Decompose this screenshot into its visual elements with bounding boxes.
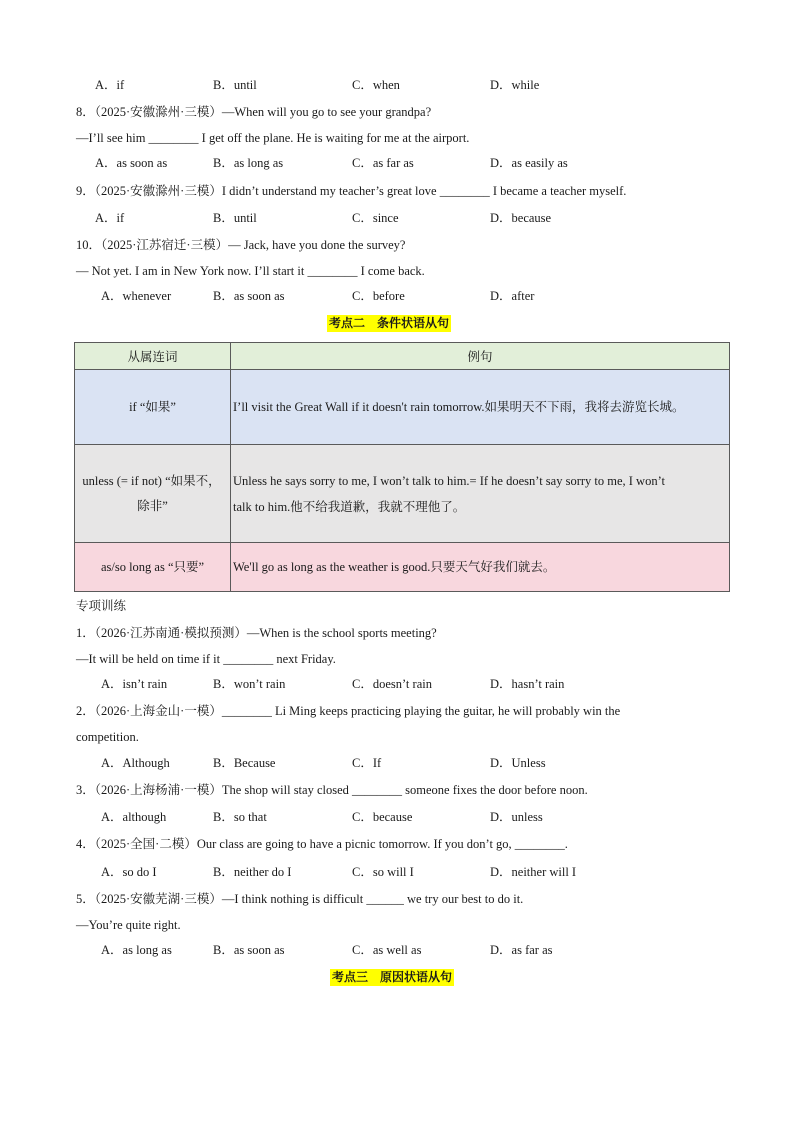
table-header: 例句 <box>231 343 730 370</box>
p5-options <box>101 942 721 958</box>
section-title: 考点三 原因状语从句 <box>332 970 453 984</box>
option-d: D．while <box>490 78 540 92</box>
question-stem: 8．（2025·安徽滁州·三模）—When will you go to see your grandpa? <box>76 105 432 119</box>
option-a: A．so do I <box>101 865 157 879</box>
conjunction-text: 除非” <box>137 498 168 513</box>
p1-options <box>101 676 721 692</box>
conjunction-cell <box>75 370 231 445</box>
option-c: C．as well as <box>352 943 422 957</box>
option-d: D．hasn’t rain <box>490 677 565 691</box>
conjunction-text: unless (= if not) “如果不， <box>82 473 221 488</box>
q7-options <box>95 77 715 93</box>
question-stem: 2．（2026·上海金山·一模）________ Li Ming keeps practicing playing the guitar, he will probably win the <box>76 704 621 718</box>
example-cell <box>231 370 730 445</box>
option-c: C．If <box>352 756 382 770</box>
option-a: A．Although <box>101 756 170 770</box>
option-a: A．if <box>95 211 125 225</box>
q8-options <box>95 155 715 171</box>
option-b: B．until <box>213 211 257 225</box>
option-b: B．as soon as <box>213 943 285 957</box>
option-c: C．when <box>352 78 400 92</box>
example-text: We'll go as long as the weather is good.只要天气好我们就去。 <box>233 560 556 574</box>
conjunction-text: if “如果” <box>129 399 176 414</box>
option-b: B．until <box>213 78 257 92</box>
option-a: A．if <box>95 78 125 92</box>
conjunction-text: as/so long as “只要” <box>100 559 205 574</box>
question-stem: 5．（2025·安徽芜湖·三模）—I think nothing is difficult ______ we try our best to do it. <box>76 892 524 906</box>
option-d: D．as far as <box>490 943 553 957</box>
conjunction-cell <box>75 543 231 592</box>
section-title: 考点二 条件状语从句 <box>329 316 450 330</box>
option-d: D．unless <box>490 810 543 824</box>
p2-options <box>101 755 721 771</box>
question-line: — Not yet. I am in New York now. I’ll start it ________ I come back. <box>76 264 425 278</box>
conjunction-cell <box>75 445 231 543</box>
table-row <box>75 445 730 543</box>
option-a: A．whenever <box>101 289 172 303</box>
question-stem: 10．（2025·江苏宿迁·三模）— Jack, have you done the survey? <box>76 238 406 252</box>
option-c: C．since <box>352 211 399 225</box>
question-line: competition. <box>76 730 139 744</box>
option-b: B．won’t rain <box>213 677 286 691</box>
option-c: C．before <box>352 289 405 303</box>
option-b: B．as long as <box>213 156 284 170</box>
table-row <box>75 370 730 445</box>
option-d: D．because <box>490 211 552 225</box>
question-line: —I’ll see him ________ I get off the plane. He is waiting for me at the airport. <box>76 131 470 145</box>
example-text: I’ll visit the Great Wall if it doesn't rain tomorrow.如果明天不下雨，我将去游览长城。 <box>233 400 685 414</box>
option-a: A．as long as <box>101 943 172 957</box>
question-stem: 3．（2026·上海杨浦·一模）The shop will stay closed ________ someone fixes the door before noon. <box>76 783 588 797</box>
option-c: C．as far as <box>352 156 414 170</box>
option-b: B．so that <box>213 810 267 824</box>
q10-options <box>101 288 721 304</box>
practice-label: 专项训练 <box>76 599 127 613</box>
option-b: B．as soon as <box>213 289 285 303</box>
example-text: talk to him.他不给我道歉，我就不理他了。 <box>233 499 466 514</box>
option-d: D．Unless <box>490 756 546 770</box>
example-text: Unless he says sorry to me, I won’t talk to him.= If he doesn’t say sorry to me, I won’t <box>233 473 665 488</box>
table-header: 从属连词 <box>75 343 231 370</box>
option-b: B．neither do I <box>213 865 292 879</box>
question-line: —You’re quite right. <box>76 918 181 932</box>
option-a: A．although <box>101 810 167 824</box>
question-stem: 9．（2025·安徽滁州·三模）I didn’t understand my teacher’s great love ________ I became a teacher myself. <box>76 184 627 198</box>
table-header-row <box>75 343 730 370</box>
option-b: B．Because <box>213 756 276 770</box>
option-d: D．neither will I <box>490 865 577 879</box>
conjunction-table <box>74 342 730 592</box>
option-c: C．doesn’t rain <box>352 677 432 691</box>
question-line: —It will be held on time if it ________ next Friday. <box>76 652 336 666</box>
p4-options <box>101 864 721 880</box>
table-row <box>75 543 730 592</box>
example-cell <box>231 543 730 592</box>
question-stem: 4．（2025·全国·二模）Our class are going to have a picnic tomorrow. If you don’t go, ________. <box>76 837 568 851</box>
example-cell <box>231 445 730 543</box>
option-d: D．after <box>490 289 535 303</box>
option-c: C．so will I <box>352 865 414 879</box>
option-c: C．because <box>352 810 413 824</box>
p3-options <box>101 809 721 825</box>
q9-options <box>95 210 715 226</box>
option-a: A．isn’t rain <box>101 677 168 691</box>
question-stem: 1．（2026·江苏南通·模拟预测）—When is the school sports meeting? <box>76 626 437 640</box>
option-d: D．as easily as <box>490 156 568 170</box>
option-a: A．as soon as <box>95 156 168 170</box>
